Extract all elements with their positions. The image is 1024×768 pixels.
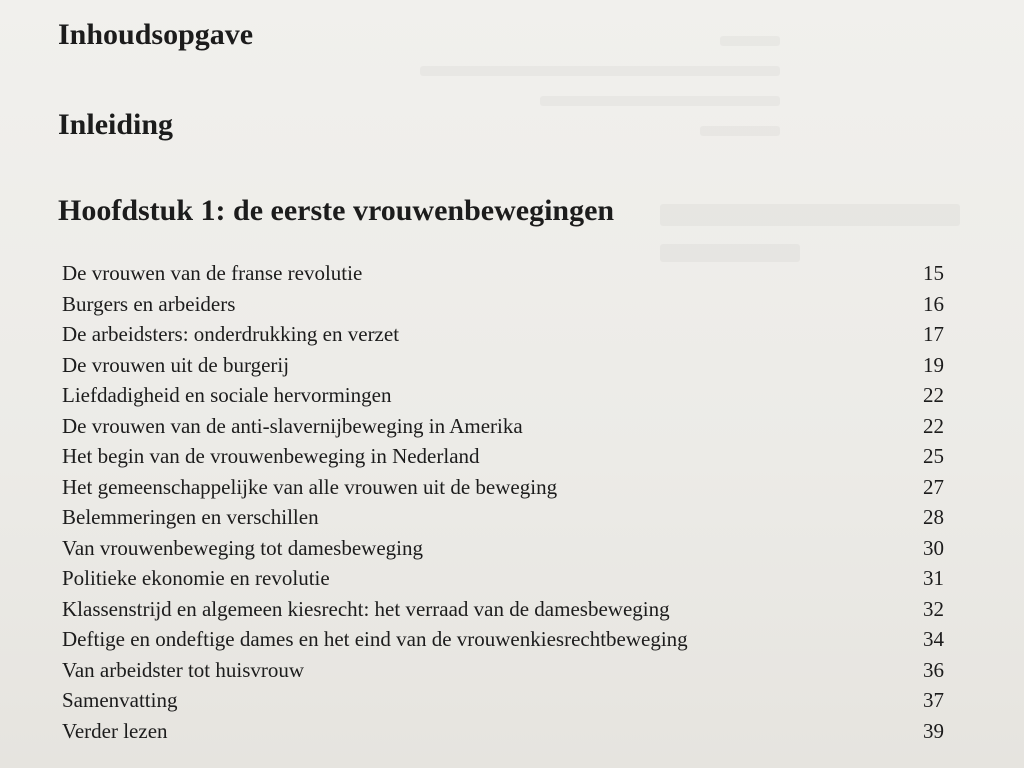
intro-heading: Inleiding	[58, 108, 174, 141]
toc-entry	[62, 594, 944, 625]
toc-entry-page: 22	[923, 383, 944, 407]
toc-entry	[62, 624, 944, 655]
toc-entry	[62, 380, 944, 411]
toc-entry-label: Van vrouwenbeweging tot damesbeweging	[62, 535, 423, 560]
toc-entry-label: De arbeidsters: onderdrukking en verzet	[62, 322, 400, 346]
toc-entry	[62, 563, 944, 594]
toc-entry	[62, 685, 944, 716]
toc-entry-label: Politieke ekonomie en revolutie	[62, 566, 330, 590]
toc-entry-page: 39	[923, 718, 944, 743]
toc-title: Inhoudsopgave	[58, 18, 254, 51]
toc-entry-label: Liefdadigheid en sociale hervormingen	[62, 383, 392, 407]
toc-entry-label: De vrouwen uit de burgerij	[62, 352, 290, 377]
bleed-through	[720, 36, 780, 46]
toc-entry-label: Belemmeringen en verschillen	[62, 505, 319, 529]
toc-entry-page: 28	[923, 505, 944, 529]
toc-entry	[62, 289, 944, 320]
toc-entry-label: Deftige en ondeftige dames en het eind van de vrouwenkiesrechtbeweging	[62, 627, 688, 651]
toc-entry	[62, 716, 944, 747]
toc-entry-label: Verder lezen	[62, 718, 168, 743]
toc-entry-label: De vrouwen van de anti-slavernijbeweging in Amerika	[62, 413, 523, 438]
toc-entry-page: 36	[923, 657, 944, 682]
toc-entry	[62, 472, 944, 503]
toc-entry-page: 27	[923, 474, 944, 499]
toc-entry	[62, 258, 944, 289]
toc-entry	[62, 411, 944, 442]
chapter-1-heading: Hoofdstuk 1: de eerste vrouwenbewegingen	[58, 194, 615, 227]
toc-entry-page: 25	[923, 444, 944, 468]
toc-entry-label: Klassenstrijd en algemeen kiesrecht: het verraad van de damesbeweging	[62, 596, 670, 621]
toc-entry	[62, 502, 944, 533]
toc-entry-page: 31	[923, 566, 944, 590]
toc-entry-page: 34	[923, 627, 944, 651]
toc-entry-label: Samenvatting	[62, 688, 178, 712]
toc-entry	[62, 319, 944, 350]
toc-entry-page: 19	[923, 352, 944, 377]
toc-entry-label: Het begin van de vrouwenbeweging in Nederland	[62, 444, 480, 468]
bleed-through	[700, 126, 780, 136]
bleed-through	[420, 66, 780, 76]
toc-entry-page: 32	[923, 596, 944, 621]
bleed-through	[540, 96, 780, 106]
toc-entry-page: 15	[923, 261, 944, 285]
toc-entry-label: De vrouwen van de franse revolutie	[62, 261, 363, 285]
toc-entry-label: Het gemeenschappelijke van alle vrouwen uit de beweging	[62, 474, 558, 499]
toc-list	[62, 258, 944, 746]
toc-entry	[62, 350, 944, 381]
toc-entry-page: 16	[923, 291, 944, 316]
toc-entry-page: 22	[923, 413, 944, 438]
toc-entry-page: 17	[923, 322, 944, 346]
toc-entry-page: 37	[923, 688, 944, 712]
toc-entry	[62, 441, 944, 472]
toc-entry-label: Van arbeidster tot huisvrouw	[62, 657, 305, 682]
toc-entry	[62, 655, 944, 686]
toc-entry-page: 30	[923, 535, 944, 560]
toc-entry-label: Burgers en arbeiders	[62, 291, 236, 316]
bleed-through	[660, 204, 960, 226]
toc-entry	[62, 533, 944, 564]
